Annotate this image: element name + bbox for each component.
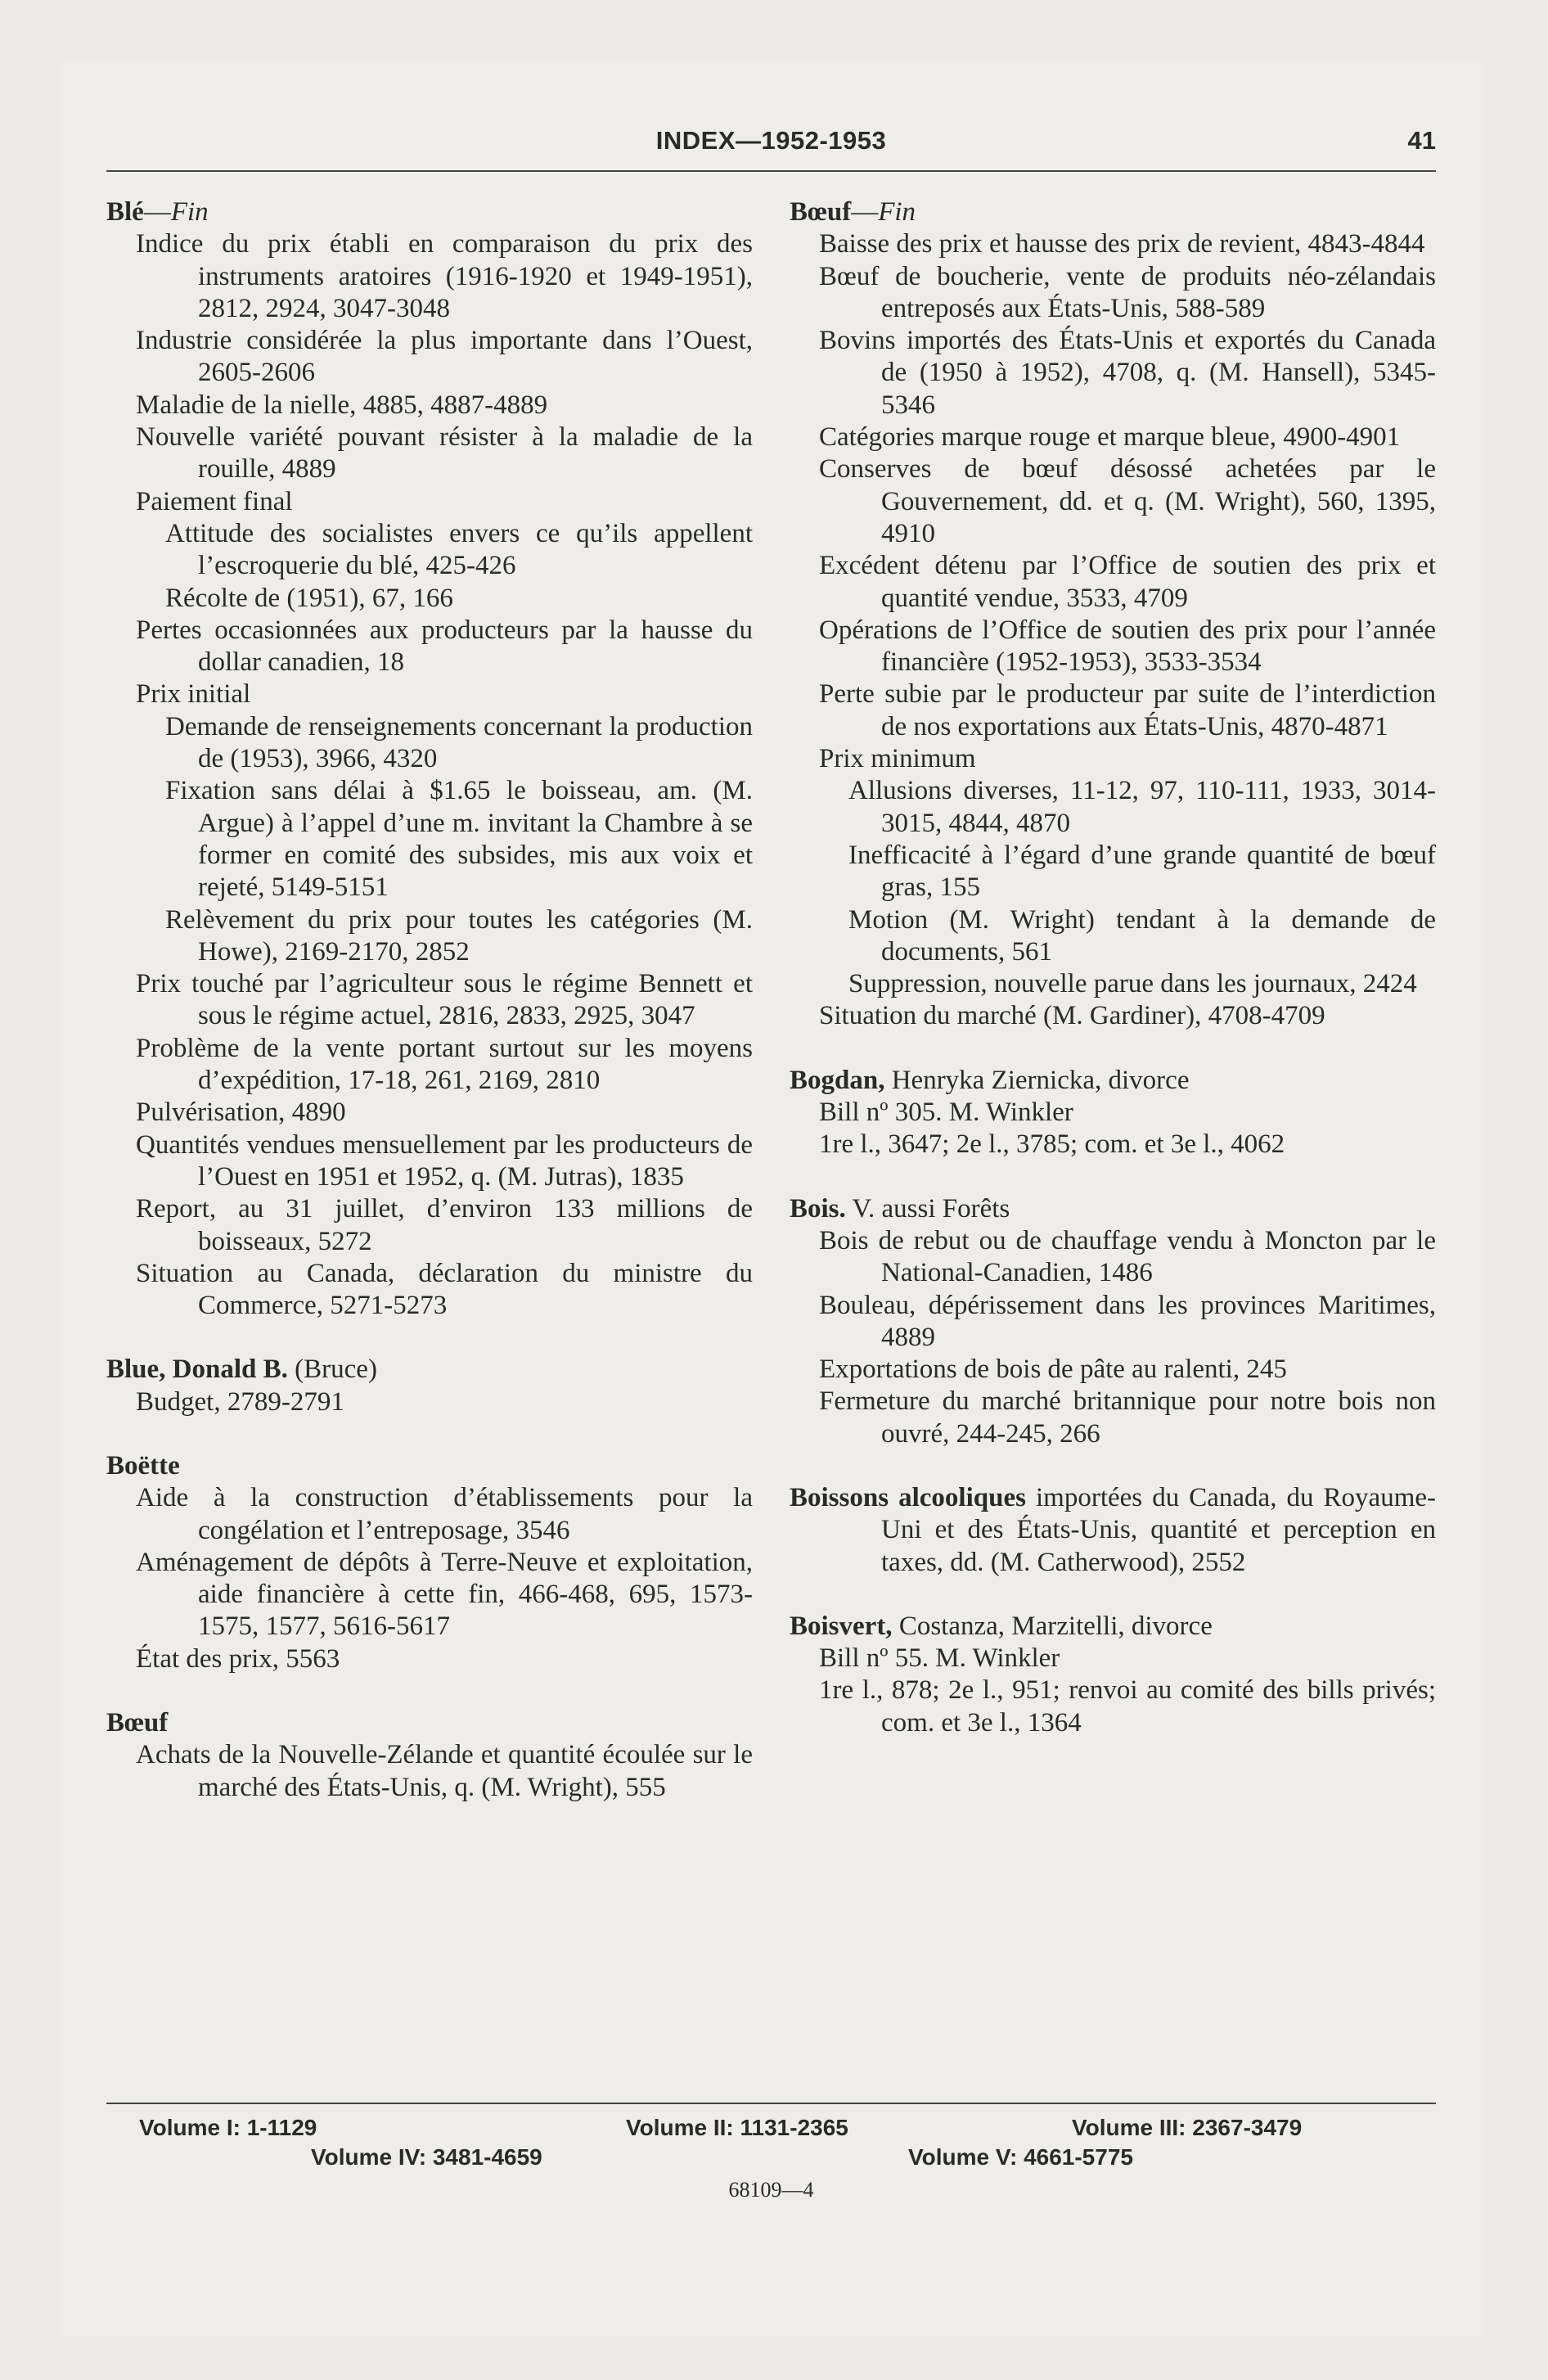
page-number: 41 — [1407, 126, 1436, 155]
index-subentry: Bovins importés des États-Unis et exportés du Canada de (1950 à 1952), 4708, q. (M. Hansell), 5345-5346 — [819, 326, 1436, 420]
volume-3-range: Volume III: 2367-3479 — [1072, 2115, 1303, 2140]
index-heading — [790, 196, 1436, 228]
heading-qualifier: Costanza, Marzitelli, divorce — [892, 1611, 1213, 1641]
index-subentry: Indice du prix établi en comparaison du prix des instruments aratoires (1916-1920 et 1949-1951), 2812, 2924, 3047-3048 — [136, 229, 753, 323]
volume-5-range: Volume V: 4661-5775 — [908, 2144, 1133, 2170]
index-subentry: Prix minimum — [819, 744, 976, 774]
index-subentry: Conserves de bœuf désossé achetées par le Gouvernement, dd. et q. (M. Wright), 560, 1395, 4910 — [819, 454, 1436, 548]
header-divider — [106, 170, 1436, 172]
volume-4-range: Volume IV: 3481-4659 — [311, 2144, 542, 2170]
index-subentry: Opérations de l’Office de soutien des prix pour l’année financière (1952-1953), 3533-3534 — [819, 615, 1436, 678]
index-heading — [106, 1354, 753, 1386]
entry-spacer — [790, 1579, 1436, 1611]
index-subentry: Nouvelle variété pouvant résister à la maladie de la rouille, 4889 — [136, 422, 753, 485]
entry-spacer — [790, 1450, 1436, 1482]
index-subentry: Aide à la construction d’établissements pour la congélation et l’entreposage, 3546 — [136, 1483, 753, 1545]
heading-term: Bois. — [790, 1193, 846, 1224]
index-subentry: Maladie de la nielle, 4885, 4887-4889 — [136, 390, 548, 420]
index-subsubentry: Fixation sans délai à $1.65 le boisseau, am. (M. Argue) à l’appel d’une m. invitant la Chambre à se former en comité des subsides, mis aux voix et rejeté, 5149-5151 — [165, 776, 753, 903]
index-heading — [790, 1482, 1436, 1579]
entry-spacer — [106, 1322, 753, 1354]
index-heading — [790, 1065, 1436, 1097]
index-subsubentry: Suppression, nouvelle parue dans les journaux, 2424 — [848, 969, 1417, 999]
heading-qualifier: — — [143, 197, 171, 227]
index-subentry: Prix initial — [136, 679, 251, 710]
index-subentry: Report, au 31 juillet, d’environ 133 millions de boisseaux, 5272 — [136, 1194, 753, 1256]
heading-continuation: Fin — [170, 197, 209, 227]
index-subsubentry: Relèvement du prix pour toutes les catégories (M. Howe), 2169-2170, 2852 — [165, 904, 753, 967]
entry-spacer — [106, 1418, 753, 1450]
index-subsubentry: Demande de renseignements concernant la production de (1953), 3966, 4320 — [165, 711, 753, 774]
index-subsubentry: Inefficacité à l’égard d’une grande quantité de bœuf gras, 155 — [848, 840, 1436, 903]
heading-term: Blé — [106, 197, 144, 227]
footer-divider — [106, 2103, 1436, 2104]
heading-term: Boisvert, — [790, 1611, 893, 1641]
heading-term: Bœuf — [790, 197, 852, 227]
volume-1-range: Volume I: 1-1129 — [139, 2115, 317, 2140]
heading-term: Boëtte — [106, 1450, 180, 1481]
index-subentry: Bois de rebut ou de chauffage vendu à Moncton par le National-Canadien, 1486 — [819, 1225, 1436, 1288]
heading-term: Bœuf — [106, 1708, 169, 1738]
heading-qualifier: (Bruce) — [287, 1355, 377, 1385]
index-subsubentry: Motion (M. Wright) tendant à la demande de documents, 561 — [848, 904, 1436, 967]
index-heading — [790, 1193, 1436, 1225]
page-title: INDEX—1952-1953 — [655, 126, 887, 155]
index-heading — [790, 1611, 1436, 1643]
heading-qualifier: — — [851, 197, 879, 227]
index-heading — [106, 196, 753, 228]
index-subentry: Aménagement de dépôts à Terre-Neuve et exploitation, aide financière à cette fin, 466-468, 695, 1573-1575, 1577, 5616-5617 — [136, 1547, 753, 1642]
volume-2-range: Volume II: 1131-2365 — [626, 2115, 848, 2140]
index-heading — [106, 1450, 753, 1482]
index-subentry: Perte subie par le producteur par suite de l’interdiction de nos exportations aux États-Unis, 4870-4871 — [819, 679, 1436, 741]
index-subentry: 1re l., 878; 2e l., 951; renvoi au comité des bills privés; com. et 3e l., 1364 — [819, 1675, 1436, 1738]
index-subentry: Bill nº 305. M. Winkler — [819, 1098, 1073, 1128]
index-subsubentry: Récolte de (1951), 67, 166 — [165, 583, 453, 613]
index-subentry: Baisse des prix et hausse des prix de revient, 4843-4844 — [819, 229, 1425, 259]
index-subentry: Situation au Canada, déclaration du ministre du Commerce, 5271-5273 — [136, 1258, 753, 1321]
index-heading — [106, 1707, 753, 1739]
index-subentry: Paiement final — [136, 486, 293, 516]
index-subentry: Prix touché par l’agriculteur sous le régime Bennett et sous le régime actuel, 2816, 2833, 2925, 3047 — [136, 969, 753, 1031]
index-subentry: Achats de la Nouvelle-Zélande et quantité écoulée sur le marché des États-Unis, q. (M. Wright), 555 — [136, 1740, 753, 1802]
index-subsubentry: Attitude des socialistes envers ce qu’ils appellent l’escroquerie du blé, 425-426 — [165, 518, 753, 581]
heading-term: Boissons alcooliques — [790, 1482, 1026, 1512]
entry-spacer — [790, 1033, 1436, 1065]
index-subentry: Problème de la vente portant surtout sur les moyens d’expédition, 17-18, 261, 2169, 2810 — [136, 1033, 753, 1096]
index-subentry: Situation du marché (M. Gardiner), 4708-4709 — [819, 1001, 1325, 1031]
index-subentry: Bœuf de boucherie, vente de produits néo-zélandais entreposés aux États-Unis, 588-589 — [819, 261, 1436, 323]
index-subentry: État des prix, 5563 — [136, 1643, 340, 1674]
index-subentry: Bouleau, dépérissement dans les provinces Maritimes, 4889 — [819, 1290, 1436, 1352]
heading-term: Bogdan, — [790, 1065, 885, 1095]
index-subentry: Fermeture du marché britannique pour notre bois non ouvré, 244-245, 266 — [819, 1386, 1436, 1449]
index-subentry: Pulvérisation, 4890 — [136, 1098, 346, 1128]
left-column — [106, 196, 753, 1804]
index-subentry: Catégories marque rouge et marque bleue, 4900-4901 — [819, 422, 1401, 453]
right-column — [790, 196, 1436, 1739]
heading-qualifier: Henryka Ziernicka, divorce — [884, 1065, 1190, 1095]
index-subentry: Exportations de bois de pâte au ralenti, 245 — [819, 1355, 1287, 1385]
entry-spacer — [106, 1675, 753, 1707]
heading-term: Blue, Donald B. — [106, 1355, 288, 1385]
heading-qualifier: V. aussi Forêts — [845, 1193, 1010, 1224]
heading-continuation: Fin — [878, 197, 916, 227]
index-subentry: Pertes occasionnées aux producteurs par la hausse du dollar canadien, 18 — [136, 615, 753, 678]
index-subentry: Quantités vendues mensuellement par les producteurs de l’Ouest en 1951 et 1952, q. (M. Jutras), 1835 — [136, 1129, 753, 1192]
entry-spacer — [790, 1161, 1436, 1193]
page-header — [106, 121, 1436, 170]
index-subentry: 1re l., 3647; 2e l., 3785; com. et 3e l., 4062 — [819, 1129, 1285, 1160]
index-subentry: Industrie considérée la plus importante dans l’Ouest, 2605-2606 — [136, 326, 753, 388]
index-subentry: Bill nº 55. M. Winkler — [819, 1643, 1060, 1674]
index-subentry: Budget, 2789-2791 — [136, 1386, 344, 1417]
print-code: 68109—4 — [728, 2178, 814, 2202]
index-subsubentry: Allusions diverses, 11-12, 97, 110-111, 1933, 3014-3015, 4844, 4870 — [848, 776, 1436, 838]
heading-qualifier: importées du Canada, du Royaume-Uni et des États-Unis, quantité et perception en taxes, dd. (M. Catherwood), 2552 — [881, 1482, 1436, 1577]
index-subentry: Excédent détenu par l’Office de soutien des prix et quantité vendue, 3533, 4709 — [819, 551, 1436, 613]
